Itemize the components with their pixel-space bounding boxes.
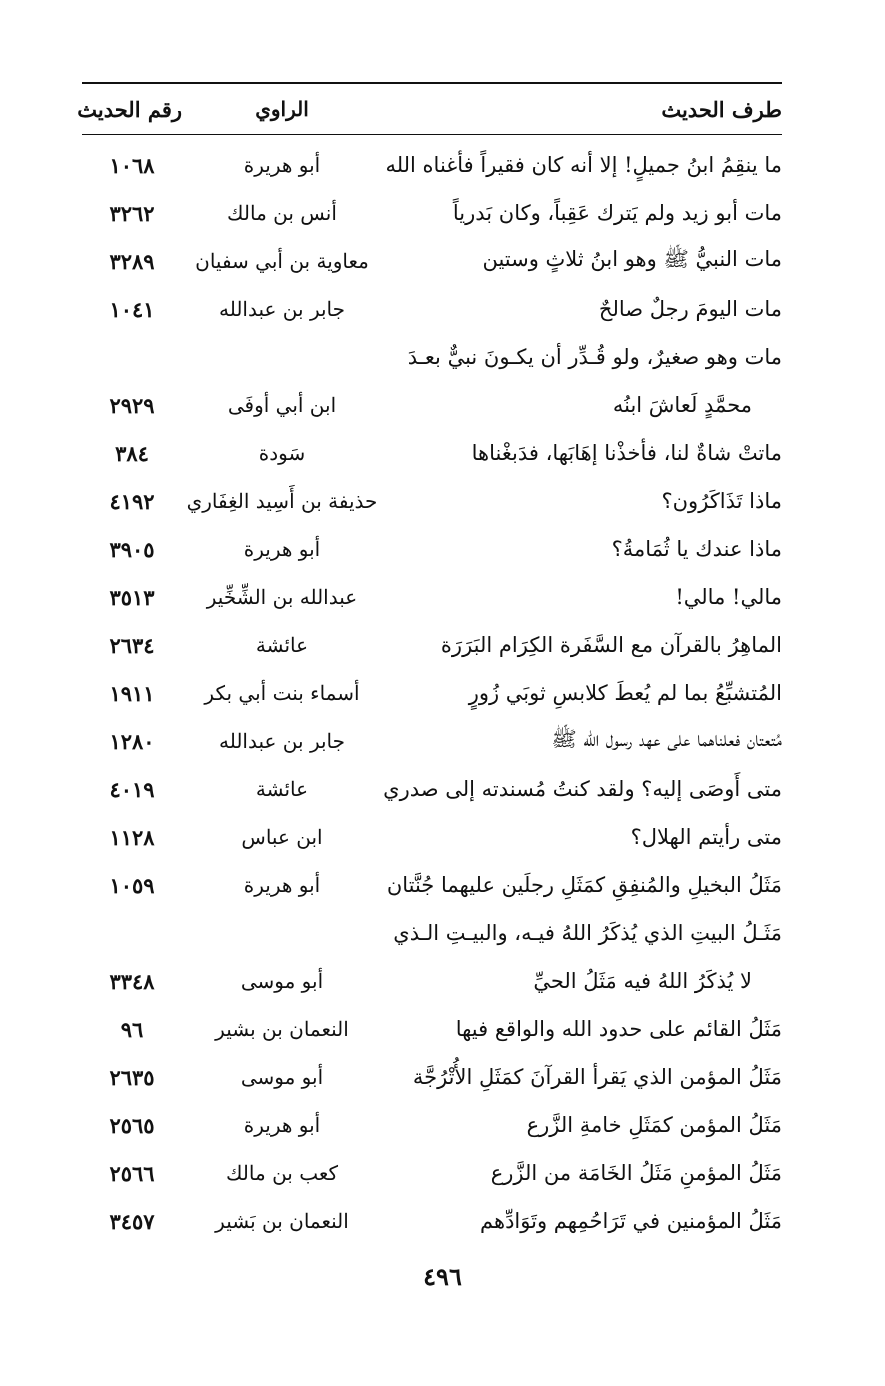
- index-table: [77, 82, 782, 1245]
- hadith-text: متى رأيتم الهلال؟: [630, 825, 782, 849]
- narrator: النعمان بن بشير: [215, 1017, 349, 1041]
- table-row: [82, 717, 782, 765]
- header-narrator: الراوي: [255, 97, 309, 121]
- hadith-text: ماذا تَذَاكَرُون؟: [661, 489, 782, 513]
- hadith-number: ١٢٨٠: [109, 728, 155, 754]
- table-row: [82, 525, 782, 573]
- hadith-number: ٣٣٤٨: [109, 968, 155, 994]
- narrator: جابر بن عبدالله: [218, 297, 346, 321]
- table-row: [82, 669, 782, 717]
- hadith-number: ٢٩٢٩: [109, 392, 155, 418]
- table-body: [82, 141, 782, 1245]
- narrator: أبو هريرة: [243, 537, 321, 561]
- hadith-text: الماهِرُ بالقرآن مع السَّفَرة الكِرَام البَرَرَة: [440, 633, 782, 657]
- table-row: [82, 1149, 782, 1197]
- hadith-number: ٤١٩٢: [109, 488, 155, 514]
- header-hadith-text: طرف الحديث: [661, 96, 782, 122]
- table-row: [82, 477, 782, 525]
- hadith-number: ٢٦٣٥: [109, 1064, 155, 1090]
- narrator: النعمان بن بَشير: [215, 1209, 349, 1233]
- hadith-number: ٤٠١٩: [109, 776, 155, 802]
- table-row: [82, 285, 782, 333]
- hadith-text: مَثَلُ المؤمنِ مَثَلُ الخَامَة من الزَّرع: [490, 1161, 782, 1185]
- hadith-number: ٣٥١٣: [109, 584, 155, 610]
- hadith-text: مَثَلُ البخيلِ والمُنفِقِ كمَثَلِ رجلَين عليهما جُنَّتان: [386, 873, 782, 897]
- table-row: [82, 381, 782, 429]
- hadith-text: المُتشبِّعُ بما لم يُعطَ كلابسِ ثوبَي زُورٍ: [468, 681, 782, 705]
- table-row: [82, 333, 782, 381]
- hadith-number: ٣٨٤: [115, 440, 149, 466]
- hadith-text: ماذا عندك يا ثُمَامةُ؟: [611, 537, 782, 561]
- narrator: عائشة: [255, 777, 309, 801]
- narrator: كعب بن مالك: [225, 1161, 339, 1185]
- hadith-text: مَثَلُ المؤمن كمَثَلِ خامةِ الزَّرع: [526, 1113, 782, 1137]
- hadith-number: ٢٦٣٤: [109, 632, 155, 658]
- hadith-text: مات اليومَ رجلٌ صالحٌ: [598, 297, 782, 321]
- narrator: أسماء بنت أبي بكر: [204, 681, 360, 705]
- narrator: معاوية بن أبي سفيان: [195, 249, 369, 273]
- table-header: [77, 84, 782, 134]
- hadith-text: مات وهو صغيرٌ، ولو قُـدِّر أن يكـونَ نبيٌّ بعـدَ: [407, 345, 782, 369]
- narrator: ابن أبي أوفَى: [227, 393, 337, 417]
- narrator: أبو هريرة: [243, 153, 321, 177]
- narrator: سَودة: [258, 441, 306, 465]
- table-row: [82, 957, 782, 1005]
- table-row: [82, 813, 782, 861]
- page-number: ٤٩٦: [423, 1262, 462, 1291]
- hadith-number: ٢٥٦٥: [109, 1112, 155, 1138]
- hadith-text: متى أَوصَى إليه؟ ولقد كنتُ مُسندته إلى صدري: [383, 777, 782, 801]
- narrator: أبو موسى: [240, 969, 324, 993]
- hadith-number: ١١٢٨: [109, 824, 155, 850]
- narrator: جابر بن عبدالله: [218, 729, 346, 753]
- hadith-text: لا يُذكَرُ اللهُ فيه مَثَلُ الحيِّ: [533, 969, 752, 993]
- hadith-text: مات أبو زيد ولم يَترك عَقِباً، وكان بَدرياً: [452, 201, 782, 225]
- table-row: [82, 237, 782, 285]
- narrator: عائشة: [255, 633, 309, 657]
- narrator: عبدالله بن الشِّخِّير: [206, 585, 358, 609]
- table-row: [82, 1005, 782, 1053]
- hadith-number: ١٠٥٩: [109, 872, 155, 898]
- narrator: ابن عباس: [241, 825, 323, 849]
- hadith-text: محمَّدٍ لَعاشَ ابنُه: [612, 393, 752, 417]
- hadith-text: مُتعتان فعلناهما على عهد رسول الله ﷺ: [551, 726, 782, 751]
- hadith-number: ٣٤٥٧: [109, 1208, 155, 1234]
- table-row: [82, 621, 782, 669]
- narrator: أبو موسى: [240, 1065, 324, 1089]
- hadith-number: ٣٢٨٩: [109, 248, 155, 274]
- table-row: [82, 141, 782, 189]
- table-row: [82, 1101, 782, 1149]
- hadith-text: ما ينقِمُ ابنُ جميلٍ! إلا أنه كان فقيراً فأغناه الله: [385, 153, 782, 177]
- table-row: [82, 861, 782, 909]
- narrator: أبو هريرة: [243, 1113, 321, 1137]
- hadith-text: مَثَلُ المؤمن الذي يَقرأ القرآنَ كمَثَلِ الأُتْرُجَّة: [412, 1065, 782, 1089]
- hadith-number: ١٩١١: [109, 680, 155, 706]
- table-row: [82, 189, 782, 237]
- hadith-number: ٩٦: [120, 1016, 144, 1042]
- hadith-text: مَثَلُ القائم على حدود الله والواقع فيها: [455, 1017, 782, 1041]
- hadith-text: مالي! مالي!: [675, 585, 782, 609]
- hadith-number: ٢٥٦٦: [109, 1160, 155, 1186]
- table-row: [82, 573, 782, 621]
- table-row: [82, 1053, 782, 1101]
- hadith-number: ٣٩٠٥: [109, 536, 155, 562]
- hadith-number: ١٠٤١: [109, 296, 155, 322]
- hadith-number: ١٠٦٨: [109, 152, 155, 178]
- table-row: [82, 909, 782, 957]
- narrator: حذيفة بن أَسِيد الغِفَاري: [186, 489, 378, 513]
- narrator: أنس بن مالك: [227, 201, 337, 225]
- hadith-text: ماتتْ شاةٌ لنا، فأخذْنا إهَابَها، فدَبغْناها: [471, 441, 782, 465]
- table-row: [82, 765, 782, 813]
- header-hadith-number: رقم الحديث: [77, 96, 182, 122]
- hadith-number: ٣٢٦٢: [109, 200, 155, 226]
- hadith-text: مَثَلُ المؤمنين في تَرَاحُمِهم وتَوَادِّهم: [480, 1209, 782, 1233]
- hadith-text: مَثَـلُ البيتِ الذي يُذكَرُ اللهُ فيـه، والبيـتِ الـذي: [393, 921, 782, 945]
- hadith-text: مات النبيُّ ﷺ وهو ابنُ ثلاثٍ وستين: [482, 246, 782, 271]
- table-row: [82, 1197, 782, 1245]
- header-rule: [82, 134, 782, 135]
- table-row: [82, 429, 782, 477]
- narrator: أبو هريرة: [243, 873, 321, 897]
